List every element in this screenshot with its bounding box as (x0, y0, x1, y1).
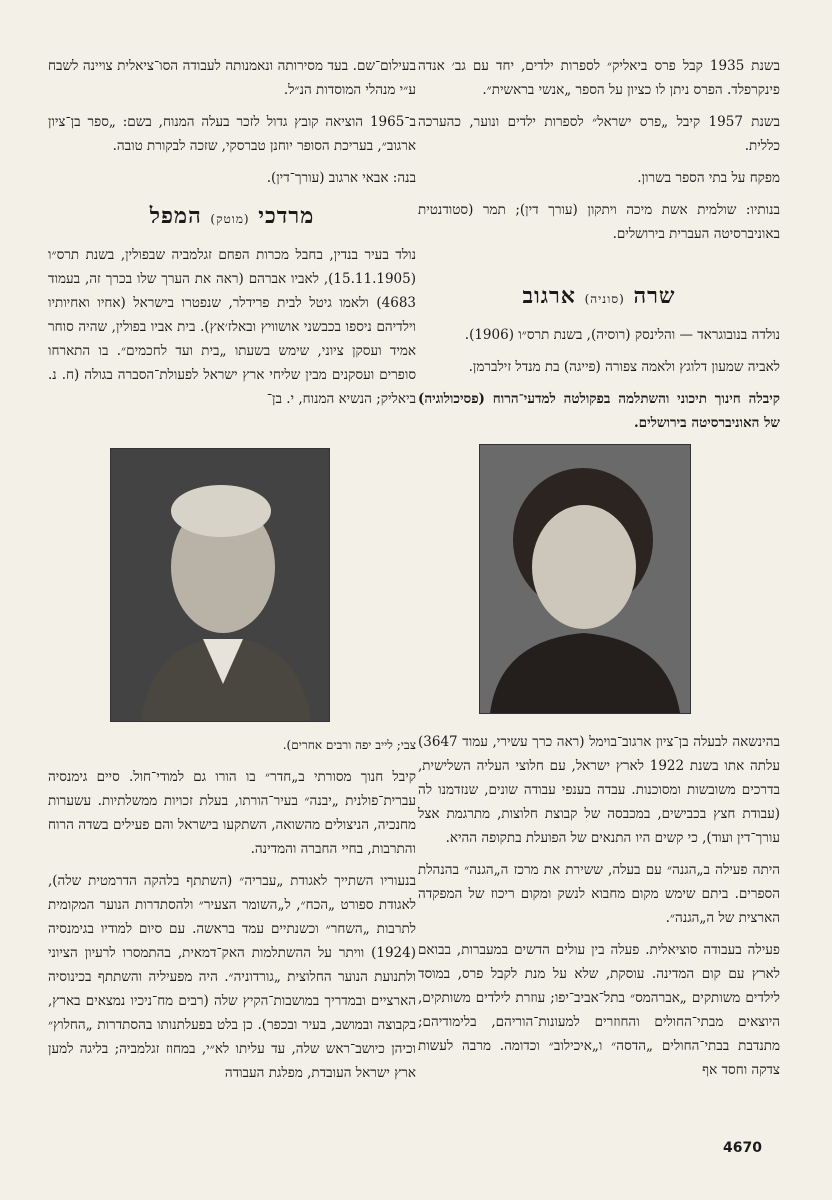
paragraph: קיבל חנוך מסורתי ב„חדר״ בו הורו גם למודי־חול. סיים גימנסיה עברית־פולנית „יבנה״ בעיר־הורתו, בעלת זכויות ממשלתיות. עשערות מחנכיה, הניצולים מהשואה, השתקעו בישראל והם פעילים בשדה הרוח והתרבות, בחיי החברה והמדינה. (48, 769, 416, 857)
left-column (48, 54, 416, 419)
page-number: 4670 (723, 1140, 762, 1156)
paragraph: בשנת 1935 קבל פרס ביאליק״ לספרות ילדים, יחד עם גב׳ אנדה פינקרפלד. הפרס ניתן לו כציון על הספר „אנשי בראשית״. (418, 58, 780, 98)
paragraph: בנותיו: שולמית אשת מיכה ויתקון (עורך דין); תמר (סטודנטית באוניברסיטה העברית בירושלים. (418, 202, 780, 242)
portrait-woman-icon (480, 445, 690, 713)
paragraph: בהינשאה לבעלה בן־ציון ארגוב־בוימל (ראה כרך עשירי, עמוד 3647) עלתה אתו בשנת 1922 לארץ ישראל, עם חלוצי העליה השלישית, בדרכים משובשות ומסוכנות. עבדה בענפי עבודה שונים, שנזדמנו לה (עבודת חצץ בכבישים, במכבסה של קבוצת חלוצות, מתרגמת אצל עורך־דין ועוד), כי קשים היו התנאים של הפועלת בתקופה ההיא. (418, 734, 780, 846)
lower-left-column (48, 733, 416, 1093)
bio-paragraph: קיבלה חינוך תיכוני והשתלמה בפקולטה למדעי־הרוח (פסיכולוגיה) של האוניברסיטה בירושלים. (418, 391, 780, 431)
portrait-photo-man (110, 448, 330, 722)
heading-surname: המפל (149, 203, 202, 229)
portrait-man-icon (111, 449, 329, 721)
bio-paragraph: נולדה בנובוגראד — והלינסק (רוסיה), בשנת תרס״ו (1906). (464, 327, 780, 343)
right-column (418, 54, 780, 443)
paragraph: פעילה בעבודה סוציאלית. פעלה בין עולים הדשים במעברות, בבואם לארץ עם קום המדינה. עוסקת, שלא על מנת לקבל פרס, במוסד לילדים משותקים „אברהמס״ בתל־אביב־יפו; עוזרת לילדים משותקים, היוצאים מבתי־החולים והחוזרים למעונות־הוריהם, בלימודיהם; מתנדבת בבתי־החולים „הדסה״ ו„איכילוב״ וכדומה. מרבה לעשות צדקה וחסד אף (418, 942, 780, 1078)
entry-heading-sara (418, 284, 780, 311)
paragraph: מפקח על בתי הספר בשרון. (637, 170, 780, 186)
heading-name: שרה (633, 283, 676, 309)
heading-nickname: (מוטק) (210, 212, 250, 226)
portrait-photo-woman (479, 444, 691, 714)
paragraph: בשנת 1957 קיבל „פרס ישראל״ לספרות ילדים ונוער, כהערכה כללית. (418, 114, 780, 154)
heading-nickname: (סוניה) (584, 292, 625, 306)
heading-surname: ארגוב (522, 283, 576, 309)
bio-paragraph: לאביה שמעון דלוגץ ולאמה צפורה (פייגה) בת מנדל זילברמן. (468, 359, 780, 375)
paragraph: בעילום־שם. בעד מסירותה ונאמנותה לעבודה הסו־ציאלית צויינה לשבח ע״י מנהלי המוסדות הנ״ל. (48, 58, 416, 98)
entry-heading-mordechai (48, 204, 416, 231)
lower-right-column (418, 730, 780, 1090)
paragraph: היתה פעילה ב„הגנה״ עם בעלה, ששירת את מרכז ה„הגנה״ בהנהלת הספרים. ביתם שימש מקום מחבוא לנשק ומקום ריכוז של המפקדה הארצית של ה„הגנה״. (418, 862, 780, 926)
paragraph: בנה: אבאי ארגוב (עורך־דין). (266, 170, 416, 186)
bio-paragraph: נולד בעיר בנדין, בחבל מכרות הפחם זגלמביה שבפולין, בשנת תרס״ו (15.11.1905), לאביו אברהם (ראה את הערך שלו בכרך זה, בעמוד 4683) ולאמו גיטל לבית פרידלר, שנפטרו בישראל (אחיו ואחיותיו וילדיהם ניספו בכבשני אושוויץ ובאלז׳אץ). בית אביו בפולין, שהיה סוחר אמיד ועסקן ציוני, שימש בשעתו „בית ועד לחכמים״. בו התארחו סופרים ועסקנים מבין שליחי ארץ ישראל לפעולת־הסברה בגולה (ח. נ. ביאליק; הנשיא המנוח, י. בן־ (48, 247, 416, 407)
continued-text: צבי; לייב יפה ורבים אחרים). (282, 738, 416, 752)
heading-name: מרדכי (258, 203, 315, 229)
paragraph: בנעוריו השתייך לאגודת „עבריה״ (השתתף בלהקה הדרמטית שלה), לאגודת ספורט „הכח״, ל„השומר הצעיר״ ולהסתדרות הנוער המקומית לתרבות „השחר״ וכשנתיים עמד בראשה. עם סיום למודיו בגימנסיה (1924) וויתר על ההשתלמות האק־דמאית, בהתמסרו לרעיון הציוני ולתנועת הנוער החלוצית „גורדוניה״. היה מפעיליה והשתתף בכינוסיה הארציים ובמדריך במושבות־הקיץ שלה (רבים מח־ניכיו נמצאים בארץ, בקבוצה ובמושב, בעיר ובכפר). כן בלט בפעלתנותו בהסתדרות „החלוץ״ וכיהן כיושב־ראש שלה, עד עליתו לא״י, במחוז זגלמביה; בליגה למען ארץ ישראל העובדת, מפלגת העבודה (48, 873, 416, 1081)
paragraph: ב־1965 הוציאה קובץ גדול לזכר בעלה המנוח, בשם: „ספר בן־ציון ארגוב״, בעריכת הסופר יוחנן טברסקי, שזכה לבקורת טובה. (48, 114, 416, 154)
